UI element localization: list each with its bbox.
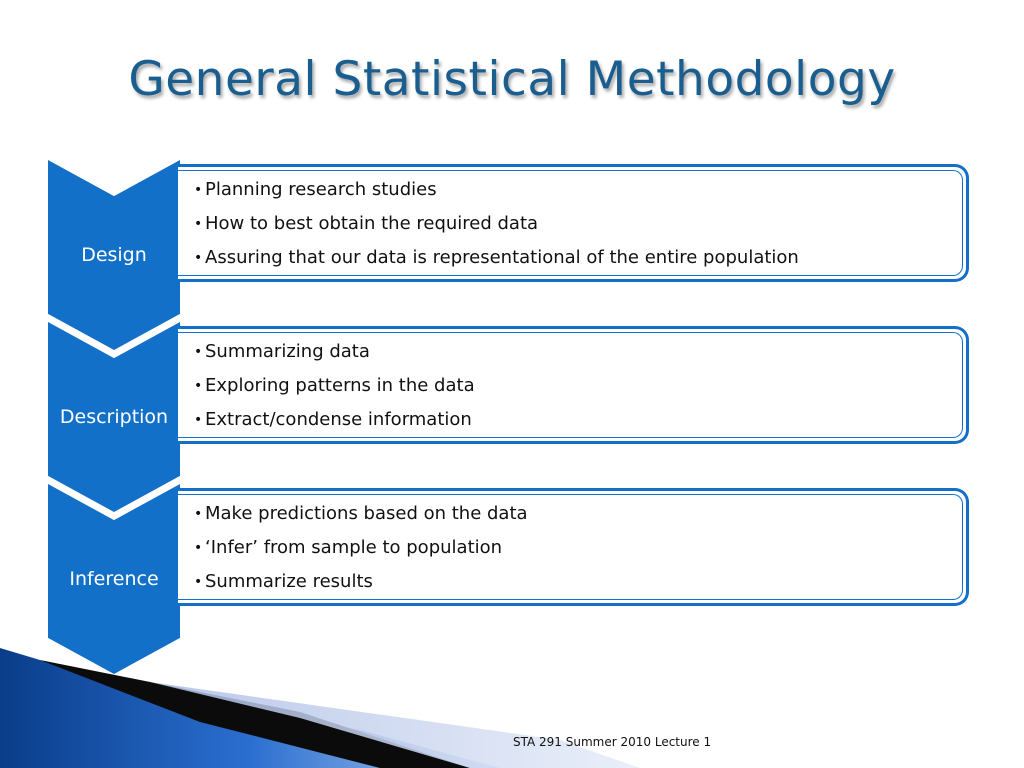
slide-title: General Statistical Methodology	[128, 52, 896, 107]
stage-label-design: Design	[81, 244, 147, 266]
bullet-item: • Summarizing data	[194, 341, 475, 375]
stage-label-description: Description	[59, 406, 169, 428]
bullet-item: • Extract/condense information	[194, 409, 475, 443]
bullet-item: • Exploring patterns in the data	[194, 375, 475, 409]
footer-text: STA 291 Summer 2010 Lecture 1	[513, 735, 712, 749]
stage-label-inference: Inference	[69, 568, 159, 590]
bullet-item: • Make predictions based on the data	[194, 503, 528, 537]
bullet-item: • How to best obtain the required data	[194, 213, 799, 247]
bullet-item: • ‘Infer’ from sample to population	[194, 537, 528, 571]
bullet-item: • Planning research studies	[194, 179, 799, 213]
bullet-item: • Assuring that our data is representational of the entire population	[194, 247, 799, 281]
bullet-item: • Summarize results	[194, 571, 528, 605]
